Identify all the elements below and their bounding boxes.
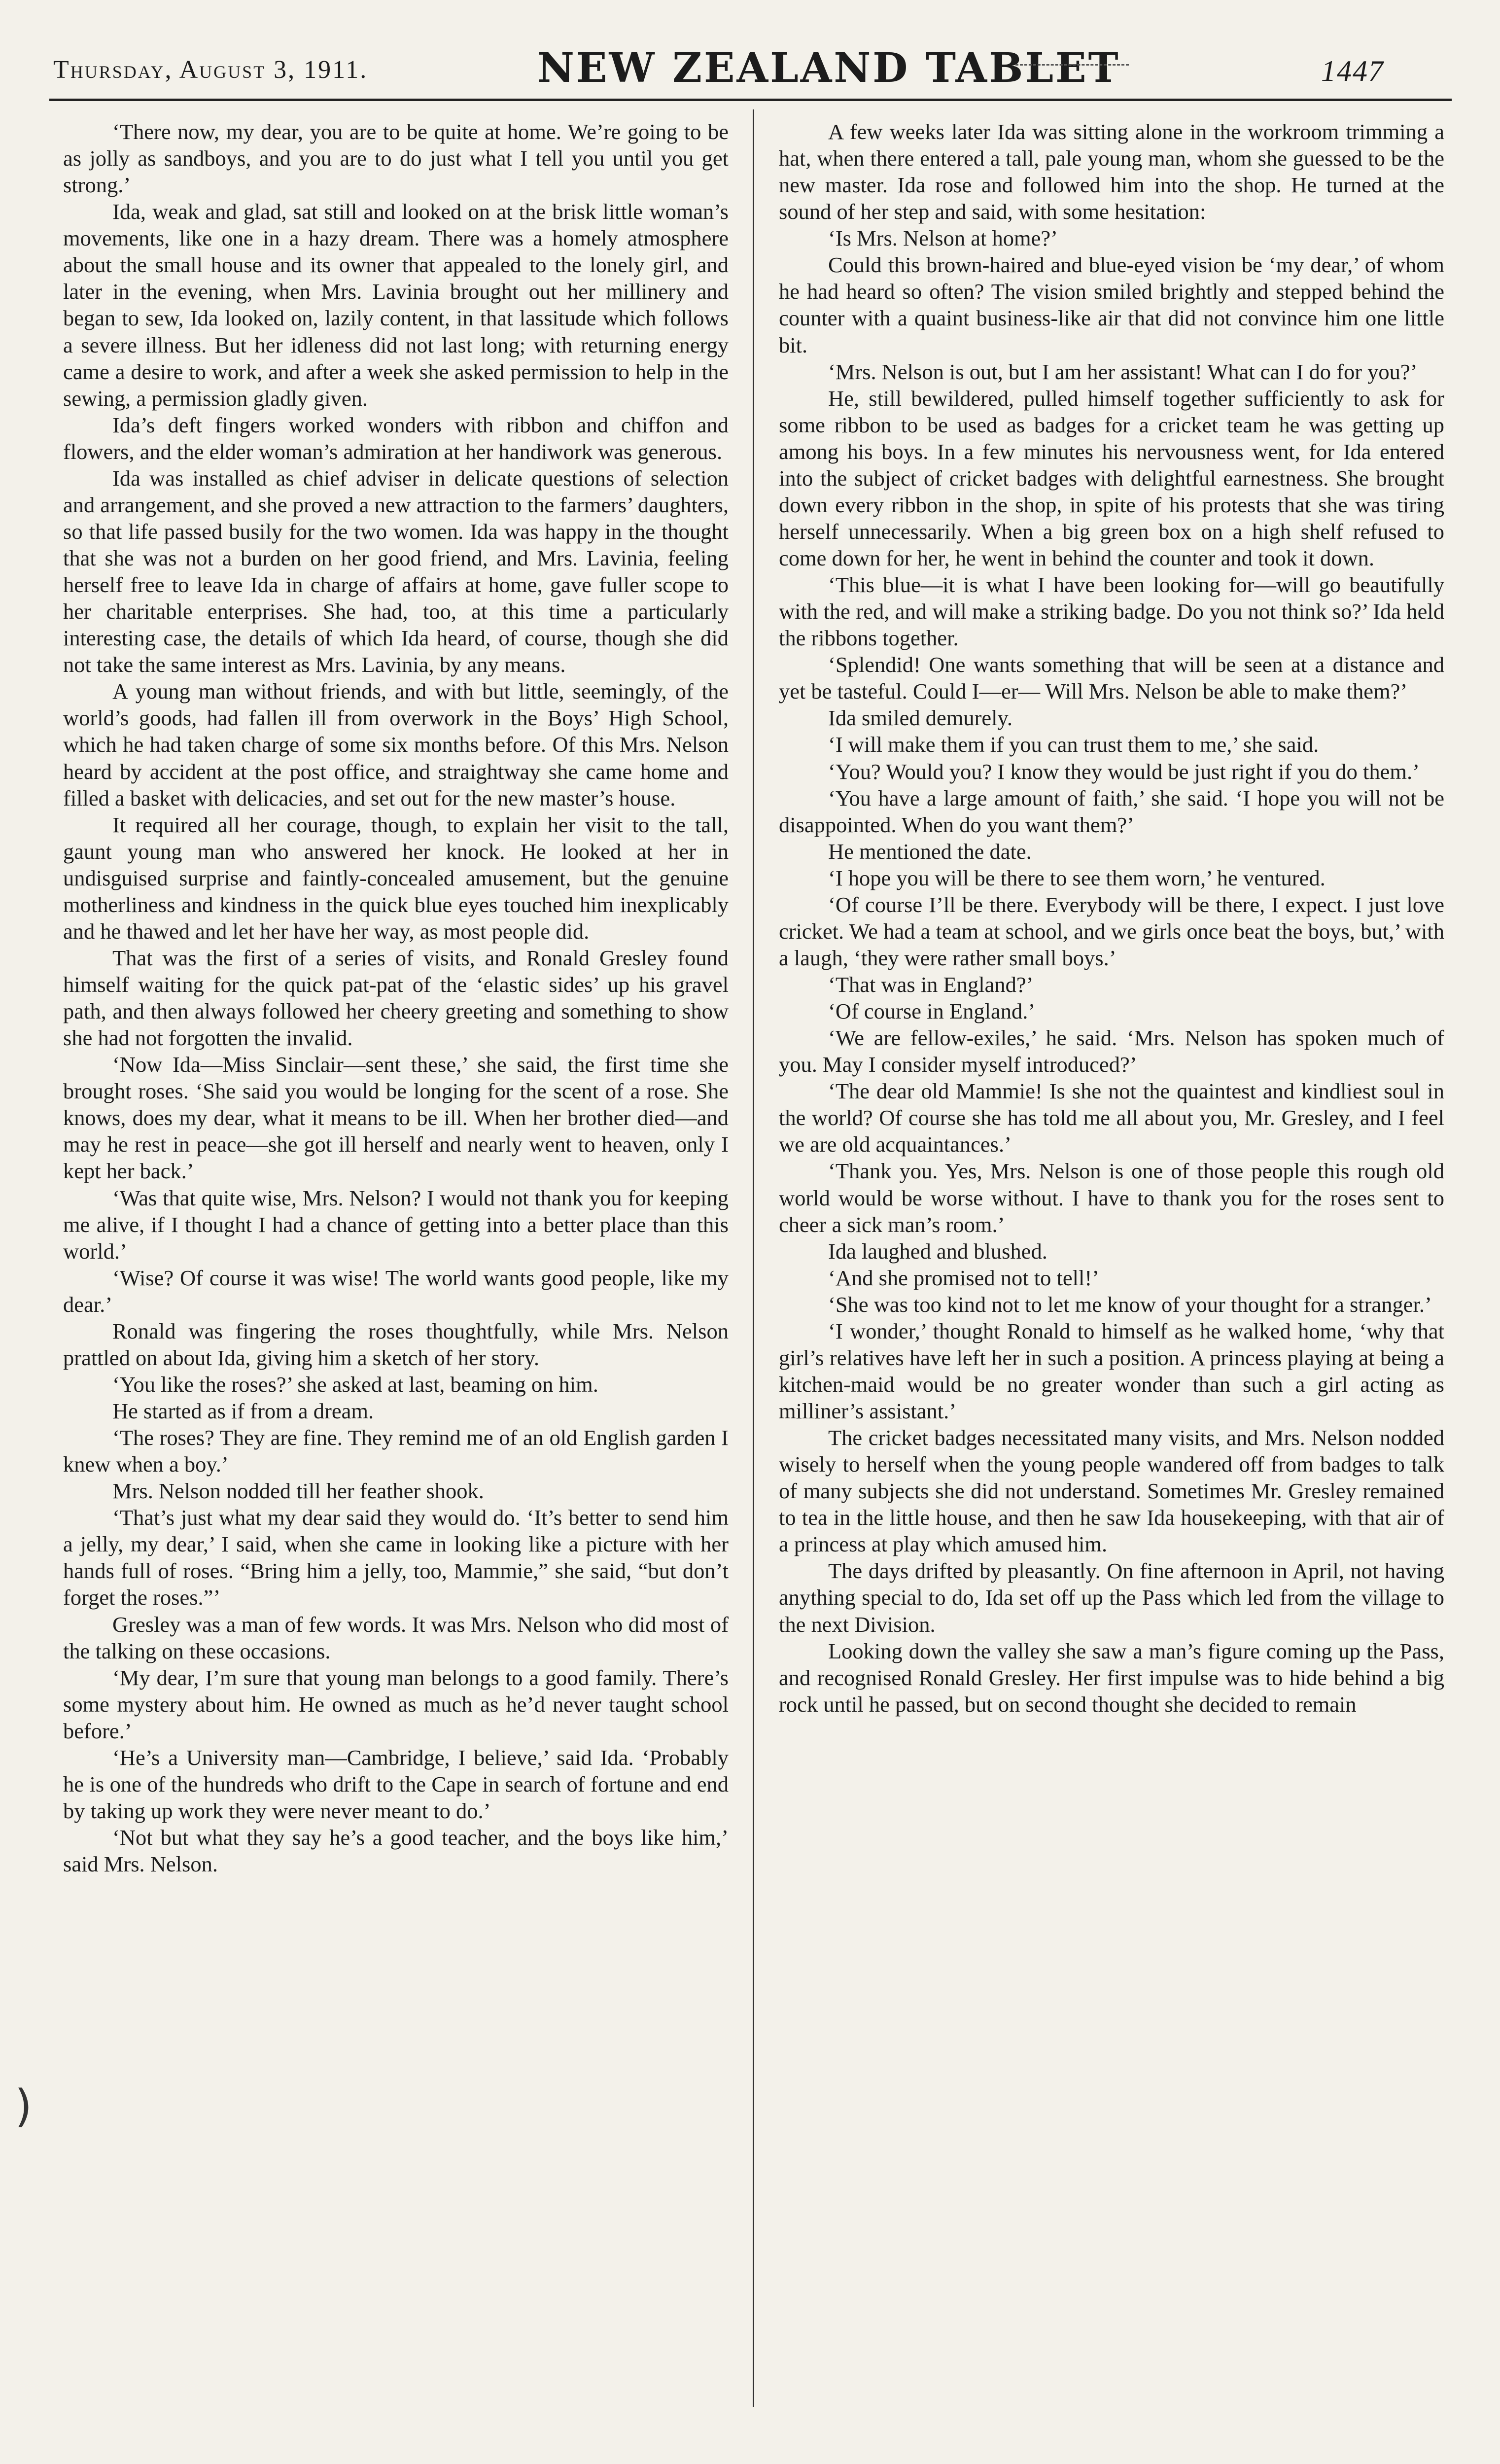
paragraph: ‘Is Mrs. Nelson at home?’ [828, 226, 1058, 251]
paragraph: A young man without friends, and with but little, seemingly, of the world’s goods, had fallen ill from overwork in the Boys’ High School, which he had taken charge of some six months before. Of this Mrs. Nelson heard by accident at the post office, and straightway she came home and filled a basket with delicacies, and set out for the new master’s house. [63, 679, 729, 810]
paragraph: ‘I hope you will be there to see them worn,’ he ventured. [828, 865, 1326, 890]
paragraph: ‘We are fellow-exiles,’ he said. ‘Mrs. Nelson has spoken much of you. May I consider myself introduced?’ [779, 1025, 1444, 1077]
page-header [0, 0, 1500, 106]
paragraph: ‘And she promised not to tell!’ [828, 1265, 1099, 1290]
paragraph: He mentioned the date. [828, 839, 1032, 864]
paragraph: ‘She was too kind not to let me know of your thought for a stranger.’ [828, 1292, 1432, 1317]
paragraph: The days drifted by pleasantly. On fine afternoon in April, not having anything special to do, Ida set off up the Pass which led from the village to the next Division. [779, 1558, 1444, 1637]
paragraph: That was the first of a series of visits, and Ronald Gresley found himself waiting for the quick pat-pat of the ‘elastic sides’ up his gravel path, and then always followed her cheery greeting and something to show she had not forgotten the invalid. [63, 945, 729, 1051]
header-ornament [1015, 64, 1129, 66]
paragraph: Gresley was a man of few words. It was Mrs. Nelson who did most of the talking on these occasions. [63, 1612, 729, 1663]
paragraph: ‘Splendid! One wants something that will be seen at a distance and yet be tasteful. Could I—er— Will Mrs. Nelson be able to make them?’ [779, 652, 1444, 704]
paragraph: A few weeks later Ida was sitting alone in the workroom trimming a hat, when there entered a tall, pale young man, whom she guessed to be the new master. Ida rose and followed him into the shop. He turned at the sound of her step and said, with some hesitation: [779, 119, 1444, 224]
paragraph: ‘Wise? Of course it was wise! The world wants good people, like my dear.’ [63, 1265, 729, 1317]
paragraph: Ida smiled demurely. [828, 705, 1013, 731]
paragraph: ‘Of course I’ll be there. Everybody will be there, I expect. I just love cricket. We had a team at school, and we girls once beat the boys, but,’ with a laugh, ‘they were rather small boys.’ [779, 892, 1444, 970]
page-number: 1447 [1321, 55, 1384, 87]
issue-date: Thursday, August 3, 1911. [53, 56, 368, 84]
paragraph: Ronald was fingering the roses thoughtfully, while Mrs. Nelson prattled on about Ida, giving him a sketch of her story. [63, 1318, 729, 1370]
paragraph: ‘You like the roses?’ she asked at last, beaming on him. [112, 1372, 598, 1397]
paragraph: The cricket badges necessitated many visits, and Mrs. Nelson nodded wisely to herself when the young people wandered off from badges to talk of many subjects she did not understand. Sometimes Mr. Gresley remained to tea in the little house, and then he saw Ida housekeeping, with that air of a princess at play which amused him. [779, 1425, 1444, 1557]
paragraph: ‘I wonder,’ thought Ronald to himself as he walked home, ‘why that girl’s relatives have left her in such a position. A princess playing at being a kitchen-maid would be no greater wonder than such a girl acting as milliner’s assistant.’ [779, 1318, 1444, 1423]
paragraph: Ida, weak and glad, sat still and looked on at the brisk little woman’s movements, like one in a hazy dream. There was a homely atmosphere about the small house and its owner that appealed to the lonely girl, and later in the evening, when Mrs. Lavinia brought out her millinery and began to sew, Ida looked on, lazily content, in that lassitude which follows a severe illness. But her idleness did not last long; with returning energy came a desire to work, and after a week she asked permission to help in the sewing, a permission gladly given. [63, 199, 729, 411]
header-rule [49, 99, 1452, 101]
paragraph: Mrs. Nelson nodded till her feather shook. [112, 1478, 484, 1504]
paragraph: ‘Not but what they say he’s a good teacher, and the boys like him,’ said Mrs. Nelson. [63, 1825, 729, 1877]
paragraph: Ida laughed and blushed. [828, 1238, 1047, 1264]
paragraph: Could this brown-haired and blue-eyed vision be ‘my dear,’ of whom he had heard so often? The vision smiled brightly and stepped behind the counter with a quaint business-like air that did not convince him one little bit. [779, 252, 1444, 357]
column-divider [753, 109, 754, 2407]
right-column [779, 118, 1444, 2435]
paragraph: Ida’s deft fingers worked wonders with ribbon and chiffon and flowers, and the elder woman’s admiration at her handiwork was generous. [63, 412, 729, 464]
paragraph: He started as if from a dream. [112, 1399, 374, 1423]
left-column [63, 118, 729, 2435]
paragraph: ‘I will make them if you can trust them to me,’ she said. [828, 732, 1319, 757]
paragraph: Looking down the valley she saw a man’s figure coming up the Pass, and recognised Ronald Gresley. Her first impulse was to hide behind a big rock until he passed, but on second thought she decided to remain [779, 1638, 1444, 1717]
paragraph: Ida was installed as chief adviser in delicate questions of selection and arrangement, and she proved a new attraction to the farmers’ daughters, so that life passed busily for the two women. Ida was happy in the thought that she was not a burden on her good friend, and Mrs. Lavinia, feeling herself free to leave Ida in charge of affairs at home, gave fuller scope to her charitable enterprises. She had, too, at this time a particularly interesting case, the details of which Ida heard, of course, though she did not take the same interest as Mrs. Lavinia, by any means. [63, 465, 729, 677]
paragraph: ‘The roses? They are fine. They remind me of an old English garden I knew when a boy.’ [63, 1425, 729, 1477]
paragraph: ‘That was in England?’ [828, 972, 1034, 997]
paragraph: ‘You have a large amount of faith,’ she said. ‘I hope you will not be disappointed. When do you want them?’ [779, 785, 1444, 837]
paragraph: It required all her courage, though, to explain her visit to the tall, gaunt young man who answered her knock. He looked at her in undisguised surprise and faintly-concealed amusement, but the genuine motherliness and kindness in the quick blue eyes touched him inexplicably and he thawed and let her have her way, as most people did. [63, 812, 729, 944]
paragraph: ‘Of course in England.’ [828, 999, 1036, 1024]
paragraph: ‘There now, my dear, you are to be quite at home. We’re going to be as jolly as sandboys, and you are to do just what I tell you until you get strong.’ [63, 119, 729, 198]
paragraph: ‘Mrs. Nelson is out, but I am her assistant! What can I do for you?’ [828, 359, 1418, 384]
paragraph: ‘The dear old Mammie! Is she not the quaintest and kindliest soul in the world? Of course she has told me all about you, Mr. Gresley, and I feel we are old acquaintances.’ [779, 1079, 1444, 1157]
paragraph: ‘Now Ida—Miss Sinclair—sent these,’ she said, the first time she brought roses. ‘She said you would be longing for the scent of a rose. She knows, does my dear, what it means to be ill. When her brother died—and may he rest in peace—she got ill herself and nearly went to heaven, only I kept her back.’ [63, 1052, 729, 1184]
paragraph: ‘He’s a University man—Cambridge, I believe,’ said Ida. ‘Probably he is one of the hundreds who drift to the Cape in search of fortune and end by taking up work they were never meant to do.’ [63, 1745, 729, 1823]
masthead-title: NEW ZEALAND TABLET [537, 44, 1120, 92]
paragraph: ‘You? Would you? I know they would be just right if you do them.’ [828, 759, 1420, 784]
paragraph: ‘Was that quite wise, Mrs. Nelson? I would not thank you for keeping me alive, if I thought I had a chance of getting into a better place than this world.’ [63, 1185, 729, 1264]
paragraph: ‘Thank you. Yes, Mrs. Nelson is one of those people this rough old world would be worse without. I have to thank you for the roses sent to cheer a sick man’s room.’ [779, 1159, 1444, 1237]
paragraph: ‘That’s just what my dear said they would do. ‘It’s better to send him a jelly, my dear,’ I said, when she came in looking like a picture with her hands full of roses. “Bring him a jelly, too, Mammie,” she said, “but don’t forget the roses.”’ [63, 1505, 729, 1610]
paragraph: ‘My dear, I’m sure that young man belongs to a good family. There’s some mystery about him. He owned as much as he’d never taught school before.’ [63, 1665, 729, 1743]
paragraph: ‘This blue—it is what I have been looking for—will go beautifully with the red, and will make a striking badge. Do you not think so?’ Ida held the ribbons together. [779, 572, 1444, 651]
margin-pencil-mark: ) [15, 2080, 33, 2132]
paragraph: He, still bewildered, pulled himself together sufficiently to ask for some ribbon to be used as badges for a cricket team he was getting up among his boys. In a few minutes his nervousness went, for Ida entered into the subject of cricket badges with delightful earnestness. She brought down every ribbon in the shop, in spite of his protests that she was tiring herself unnecessarily. When a big green box on a high shelf refused to come down for her, he went in behind the counter and took it down. [779, 386, 1444, 570]
